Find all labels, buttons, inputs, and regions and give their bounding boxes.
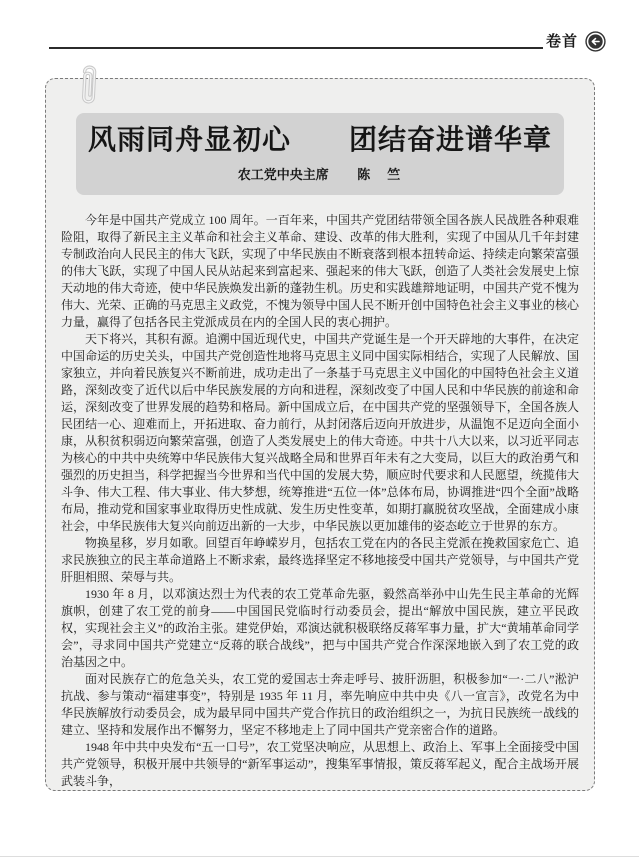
paperclip-icon — [75, 56, 104, 109]
back-arrow-circle-icon — [585, 31, 606, 52]
byline-author-name: 陈 竺 — [357, 167, 403, 183]
title-banner — [76, 113, 564, 195]
byline-role: 农工党中央主席 — [237, 167, 329, 183]
body-paragraph: 1930 年 8 月，以邓演达烈士为代表的农工党革命先驱，毅然高举孙中山先生民主革命的光辉旗帜，创建了农工党的前身——中国国民党临时行动委员会，提出“解放中国民族，建立平民政权，实现社会主义”的政治主张。建党伊始，邓演达就积极联络反蒋军事力量，扩大“黄埔革命同学会”，寻求同中国共产党建立“反蒋的联合战线”，把与中国共产党合作深深地嵌入到了农工党的政治基因之中。 — [61, 587, 579, 669]
article-body — [61, 212, 579, 790]
body-paragraph: 物换星移，岁月如歌。回望百年峥嵘岁月，包括农工党在内的各民主党派在挽救国家危亡、追求民族独立的民主革命道路上不断求索，最终选择坚定不移地接受中国共产党领导，与中国共产党肝胆相照、荣辱与共。 — [61, 536, 579, 584]
section-label: 卷首 — [546, 33, 579, 50]
header-rule — [49, 47, 543, 49]
body-paragraph: 1948 年中共中央发布“五一口号”，农工党坚决响应，从思想上、政治上、军事上全面接受中国共产党领导，积极开展中共领导的“新军事运动”，搜集军事情报，策反蒋军起义，配合主战场开展武装斗争， — [61, 740, 579, 788]
byline — [238, 164, 403, 183]
body-paragraph: 天下将兴，其积有源。追溯中国近现代史，中国共产党诞生是一个开天辟地的大事件，在决定中国命运的历史关头，中国共产党创造性地将马克思主义同中国实际相结合，实现了人民解放、国家独立，并向着民族复兴不断前进，成功走出了一条基于马克思主义中国化的中国特色社会主义道路，深刻改变了近代以后中华民族发展的方向和进程，深刻改变了中国人民和中华民族的前途和命运，深刻改变了世界发展的趋势和格局。新中国成立后，在中国共产党的坚强领导下，全国各族人民团结一心、迎难而上，开拓进取、奋力前行，从封闭落后迈向开放进步，从温饱不足迈向全面小康，从积贫积弱迈向繁荣富强，创造了人类发展史上的伟大奇迹。中共十八大以来，以习近平同志为核心的中共中央统筹中华民族伟大复兴战略全局和世界百年未有之大变局，以巨大的政治勇气和强烈的历史担当，科学把握当今世界和当代中国的发展大势，顺应时代要求和人民愿望，统揽伟大斗争、伟大工程、伟大事业、伟大梦想，统筹推进“五位一体”总体布局，协调推进“四个全面”战略布局，推动党和国家事业取得历史性成就、发生历史性变革，如期打赢脱贫攻坚战，全面建成小康社会，中华民族伟大复兴向前迈出新的一大步，中华民族以更加雄伟的姿态屹立于世界的东方。 — [61, 332, 579, 533]
page-bottom-edge — [0, 856, 639, 857]
body-paragraph: 今年是中国共产党成立 100 周年。一百年来，中国共产党团结带领全国各族人民战胜各种艰难险阻，取得了新民主主义革命和社会主义革命、建设、改革的伟大胜利，实现了中国从几千年封建专制政治向人民民主的伟大飞跃，实现了中华民族由不断衰落到根本扭转命运、持续走向繁荣富强的伟大飞跃，实现了中国人民从站起来到富起来、强起来的伟大飞跃，创造了人类社会发展史上惊天动地的伟大奇迹，使中华民族焕发出新的蓬勃生机。历史和实践雄辩地证明，中国共产党不愧为伟大、光荣、正确的马克思主义政党，不愧为领导中国人民不断开创中国特色社会主义事业的核心力量，赢得了包括各民主党派成员在内的全国人民的衷心拥护。 — [61, 213, 579, 329]
body-paragraph: 面对民族存亡的危急关头，农工党的爱国志士奔走呼号、披肝沥胆，积极参加“一·二八”淞沪抗战、参与策动“福建事变”，特别是 1935 年 11 月，率先响应中共中央《八一宣言》，改党名为中华民族解放行动委员会，成为最早同中国共产党合作抗日的政治组织之一，为抗日民族统一战线的建立、坚持和发展作出不懈努力，坚定不移地走上了同中国共产党亲密合作的道路。 — [61, 672, 579, 737]
article-card — [45, 78, 595, 791]
article-title: 风雨同舟显初心 团结奋进谱华章 — [87, 123, 552, 155]
